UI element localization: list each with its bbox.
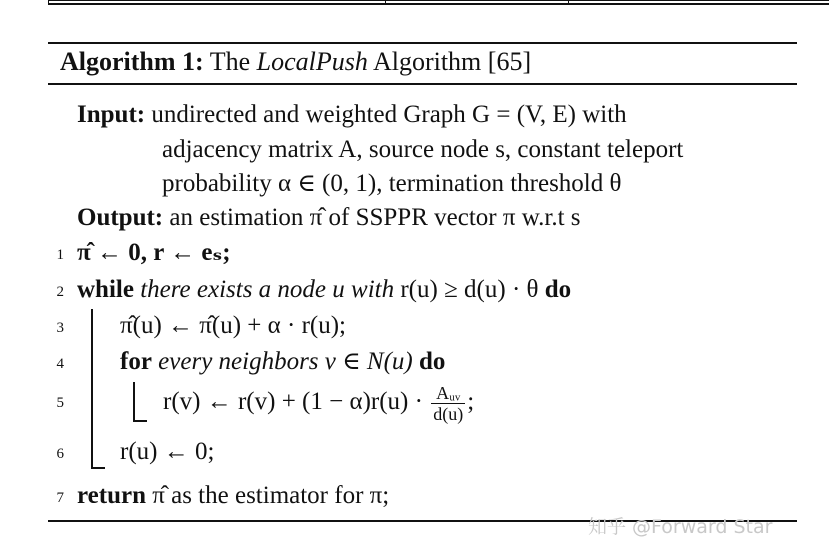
step-7 [77,481,389,511]
fraction-denominator: d(u) [433,403,464,424]
line-number-6: 6 [56,446,64,462]
output-keyword: Output: [77,204,164,231]
title-post: Algorithm [65] [367,47,532,76]
while-condition: there exists a node u with [133,276,401,303]
line-number-1: 1 [56,247,64,263]
line-number-5: 5 [56,395,64,411]
fraction-numerator: Aᵤᵥ [431,383,465,404]
step-1: π̂ ← 0, r ← eₛ; [77,239,231,266]
fraction [431,383,465,424]
line-number-3: 3 [56,320,64,336]
step-3: π̂(u) ← π̂(u) + α · r(u); [120,312,346,339]
input-text-1: undirected and weighted Graph G = (V, E) with [151,101,627,128]
step-5-expr: r(v) ← r(v) + (1 − α)r(u) · [163,388,430,415]
step-5 [163,380,474,424]
algorithm-top-rule [48,42,797,44]
line-number-7: 7 [56,490,64,506]
algorithm-header-rule [48,83,797,85]
for-block-bar [133,382,135,422]
title-italic: LocalPush [256,47,368,76]
do-keyword-2: do [418,348,446,375]
while-block-end [91,467,105,469]
title-pre: The [209,47,257,76]
while-expr: r(u) ≥ d(u) · θ [400,276,545,303]
table-top-border [48,0,829,1]
algorithm-label: Algorithm 1: [60,47,204,76]
output-line [77,203,581,233]
step-6: r(u) ← 0; [120,438,215,465]
step-4 [120,347,445,377]
do-keyword-1: do [544,276,572,303]
table-divider-3 [568,0,569,4]
table-divider-1 [48,0,49,4]
for-condition: every neighbors v ∈ N(u) [151,348,419,375]
input-keyword: Input: [77,101,146,128]
watermark: 知乎 @Forward Star [588,516,773,538]
for-keyword: for [120,348,152,375]
for-block-end [133,420,147,422]
table-bottom-border [48,3,829,5]
input-line-2: adjacency matrix A, source node s, constant teleport [162,136,684,163]
step-5-tail: ; [467,388,475,415]
line-number-4: 4 [56,356,64,372]
return-keyword: return [77,482,146,509]
input-line-3: probability α ∈ (0, 1), termination threshold θ [162,170,622,197]
input-line-1 [77,100,627,130]
algorithm-title [60,46,531,78]
while-block-bar [91,309,93,469]
step-2 [77,275,571,305]
line-number-2: 2 [56,284,64,300]
return-text: π̂ as the estimator for π; [145,482,390,509]
output-text: an estimation π̂ of SSPPR vector π w.r.t s [169,204,581,231]
while-keyword: while [77,276,134,303]
table-divider-2 [385,0,386,4]
